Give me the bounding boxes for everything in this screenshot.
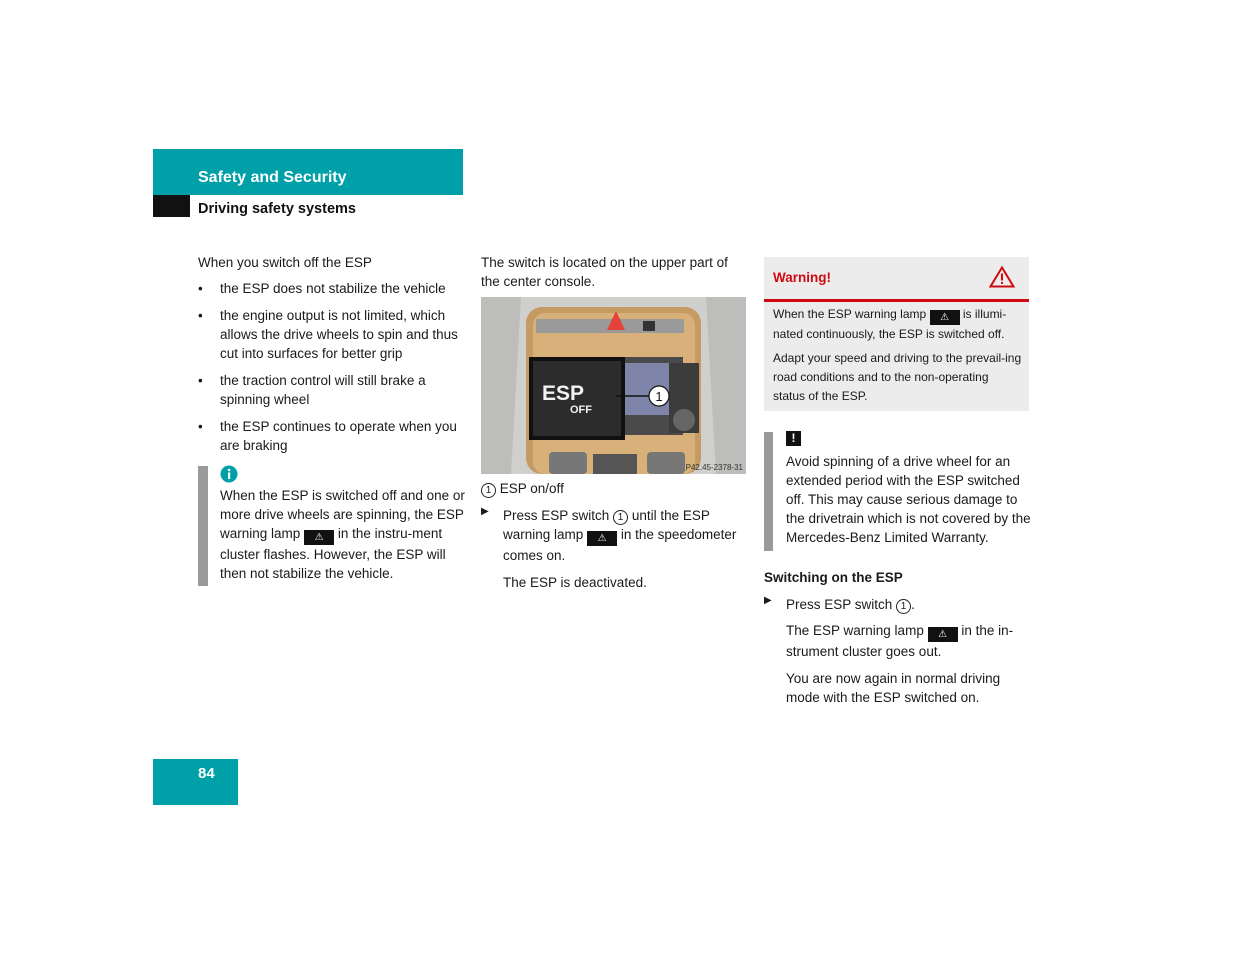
- caution-text: Avoid spinning of a drive wheel for an extended period with the ESP switched off. This may cause serious damage to the drivetrain which is not covered by the Mercedes-Benz Limited Warranty.: [786, 454, 1031, 545]
- list-item: • the ESP continues to operate when you are braking: [198, 417, 463, 455]
- step-result-2: You are now again in normal driving mode with the ESP switched on.: [786, 671, 1001, 705]
- warning-lamp-icon: ⚠: [587, 531, 617, 546]
- subsection-title: Driving safety systems: [198, 201, 356, 217]
- column-2: [481, 253, 747, 291]
- warning-text-2: Adapt your speed and driving to the prevail-ing road conditions and to the non-operating status of the ESP.: [773, 351, 1022, 403]
- warning-lamp-icon: ⚠: [928, 627, 958, 642]
- esp-button-label: ESP: [541, 382, 585, 405]
- switch-on-section: Switching on the ESP ▶ Press ESP switch 1 . The ESP warning lamp ⚠ in the in-strument cluster goes out. You are now again in normal driving mode with the ESP switched on.: [764, 568, 1029, 707]
- info-icon: [220, 465, 238, 483]
- step-result-1: The ESP warning lamp ⚠ in the in-strument cluster goes out.: [786, 623, 1014, 659]
- step-result: The ESP is deactivated.: [503, 575, 647, 590]
- caution-note: [786, 431, 1031, 547]
- list-item: • the ESP does not stabilize the vehicle: [198, 279, 463, 298]
- figure-legend: [481, 479, 747, 498]
- info-bar: [198, 466, 208, 586]
- warning-header: [764, 257, 1029, 302]
- list-item: • the traction control will still brake a spinning wheel: [198, 371, 463, 409]
- info-note: [220, 465, 465, 583]
- header-marker: [153, 195, 190, 217]
- center-console-photo: [481, 297, 746, 474]
- warning-text-1: When the ESP warning lamp ⚠ is illumi-nated continuously, the ESP is switched off.: [773, 307, 1007, 341]
- section-title: Safety and Security: [198, 169, 347, 186]
- warning-lamp-icon: ⚠: [304, 530, 334, 545]
- page-number-box: [153, 759, 238, 805]
- col2-intro: The switch is located on the upper part of the center console.: [481, 255, 728, 289]
- switch-number: 1: [896, 599, 911, 614]
- column-1: [198, 253, 463, 463]
- caution-bar: [764, 432, 773, 551]
- warning-triangle-icon: [989, 266, 1015, 288]
- esp-button-sublabel: OFF: [570, 404, 592, 416]
- figure-code: P42.45-2378-31: [685, 463, 743, 472]
- legend-number: 1: [481, 483, 496, 498]
- bullet-list: [198, 279, 463, 455]
- info-text: When the ESP is switched off and one or more drive wheels are spinning, the ESP warning lamp ⚠ in the instru-ment cluster flashes. However, the ESP will then not stabilize the vehicle.: [220, 488, 465, 581]
- list-item: • the engine output is not limited, which allows the drive wheels to spin and thus cut into surfaces for better grip: [198, 306, 463, 363]
- col1-intro: When you switch off the ESP: [198, 255, 372, 270]
- warning-box: [764, 257, 1029, 411]
- warning-lamp-icon: ⚠: [930, 310, 960, 325]
- step-arrow-icon: ▶: [764, 595, 772, 606]
- step-arrow-icon: ▶: [481, 506, 489, 517]
- section-heading: Switching on the ESP: [764, 570, 903, 585]
- warning-label: Warning!: [773, 270, 831, 285]
- legend-text: ESP on/off: [499, 481, 564, 496]
- callout-number: 1: [655, 389, 663, 404]
- step-switch-off: ▶ Press ESP switch 1 until the ESP warning lamp ⚠ in the speedometer comes on. The ESP is deactivated.: [481, 506, 747, 592]
- switch-number: 1: [613, 510, 628, 525]
- caution-icon: !: [786, 431, 801, 446]
- page-number: 84: [198, 765, 215, 782]
